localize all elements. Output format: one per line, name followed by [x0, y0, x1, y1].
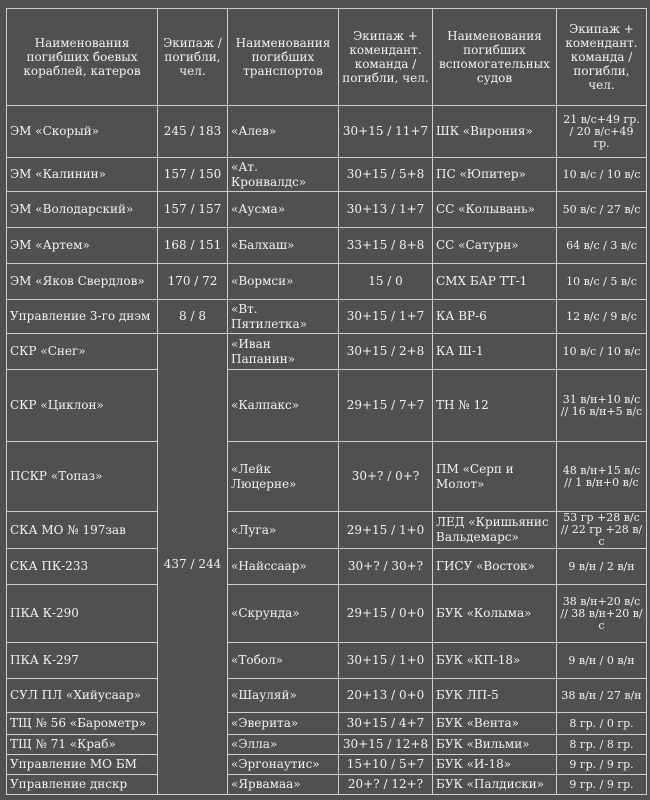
transport-name: «Алев»	[228, 106, 339, 158]
transport-crew: 30+15 / 11+7	[339, 106, 433, 158]
table-row	[7, 334, 647, 370]
transport-name: «Иван Папанин»	[228, 334, 339, 370]
transport-crew: 15+10 / 5+7	[339, 755, 433, 775]
header-transport-crew: Экипаж + комендант. команда / погибли, чел.	[339, 9, 433, 106]
warship-name: Управление МО БМ	[7, 755, 158, 775]
aux-crew: 9 гр. / 9 гр.	[557, 755, 647, 775]
warship-name: СКА ПК-233	[7, 549, 158, 585]
aux-vessel-name: БУК «Палдиски»	[433, 775, 557, 795]
transport-name: «Элла»	[228, 735, 339, 755]
aux-crew: 12 в/с / 9 в/с	[557, 300, 647, 334]
aux-crew: 9 в/н / 2 в/н	[557, 549, 647, 585]
transport-crew: 30+15 / 1+0	[339, 643, 433, 679]
transport-name: «Вт. Пятилетка»	[228, 300, 339, 334]
aux-vessel-name: СС «Колывань»	[433, 192, 557, 228]
transport-name: «Луга»	[228, 512, 339, 549]
transport-crew: 29+15 / 0+0	[339, 585, 433, 643]
warship-name: ПКА К-297	[7, 643, 158, 679]
aux-crew: 8 гр. / 0 гр.	[557, 713, 647, 735]
warship-name: СКР «Снег»	[7, 334, 158, 370]
transport-crew: 29+15 / 7+7	[339, 370, 433, 442]
aux-vessel-name: БУК «Вильми»	[433, 735, 557, 755]
transport-crew: 15 / 0	[339, 264, 433, 300]
aux-crew: 31 в/н+10 в/с // 16 в/н+5 в/с	[557, 370, 647, 442]
aux-vessel-name: ПС «Юпитер»	[433, 158, 557, 192]
table-row	[7, 643, 647, 679]
table-body	[7, 106, 647, 795]
transport-crew: 30+15 / 12+8	[339, 735, 433, 755]
aux-crew: 8 гр. / 8 гр.	[557, 735, 647, 755]
warship-crew: 157 / 157	[158, 192, 228, 228]
warship-name: СУЛ ПЛ «Хийусаар»	[7, 679, 158, 713]
warship-name: ЭМ «Скорый»	[7, 106, 158, 158]
table-row	[7, 679, 647, 713]
table-row	[7, 442, 647, 512]
warship-crew: 8 / 8	[158, 300, 228, 334]
aux-vessel-name: БУК «Колыма»	[433, 585, 557, 643]
table-row	[7, 755, 647, 775]
warship-name: СКР «Циклон»	[7, 370, 158, 442]
aux-vessel-name: ТН № 12	[433, 370, 557, 442]
table-row	[7, 713, 647, 735]
table-row	[7, 775, 647, 795]
table-row	[7, 264, 647, 300]
transport-name: «Балхаш»	[228, 228, 339, 264]
header-warships: Наименования погибших боевых кораблей, катеров	[7, 9, 158, 106]
header-aux-vessels: Наименования погибших вспомогательных судов	[433, 9, 557, 106]
warship-name: ЭМ «Артем»	[7, 228, 158, 264]
header-aux-crew: Экипаж + комендант. команда / погибли, чел.	[557, 9, 647, 106]
transport-name: «Эргонаутис»	[228, 755, 339, 775]
warship-crew: 168 / 151	[158, 228, 228, 264]
combined-crew: 437 / 244	[158, 334, 228, 795]
table-row	[7, 192, 647, 228]
transport-name: «Найссаар»	[228, 549, 339, 585]
warship-name: ПКА К-290	[7, 585, 158, 643]
losses-table	[6, 8, 647, 795]
aux-vessel-name: ГИСУ «Восток»	[433, 549, 557, 585]
transport-crew: 30+15 / 5+8	[339, 158, 433, 192]
aux-crew: 9 гр. / 9 гр.	[557, 775, 647, 795]
table-row	[7, 158, 647, 192]
aux-vessel-name: БУК «КП-18»	[433, 643, 557, 679]
transport-crew: 33+15 / 8+8	[339, 228, 433, 264]
warship-name: ЭМ «Володарский»	[7, 192, 158, 228]
aux-vessel-name: БУК «Вента»	[433, 713, 557, 735]
transport-crew: 30+? / 30+?	[339, 549, 433, 585]
warship-name: ЭМ «Яков Свердлов»	[7, 264, 158, 300]
table-row	[7, 106, 647, 158]
aux-crew: 48 в/н+15 в/с // 1 в/н+0 в/с	[557, 442, 647, 512]
table-row	[7, 585, 647, 643]
table-row	[7, 300, 647, 334]
aux-crew: 50 в/с / 27 в/с	[557, 192, 647, 228]
transport-crew: 30+15 / 2+8	[339, 334, 433, 370]
warship-name: СКА МО № 197зав	[7, 512, 158, 549]
aux-vessel-name: КА Ш-1	[433, 334, 557, 370]
warship-name: ТЩ № 71 «Краб»	[7, 735, 158, 755]
aux-vessel-name: ШК «Вирония»	[433, 106, 557, 158]
aux-vessel-name: БУК ЛП-5	[433, 679, 557, 713]
aux-vessel-name: ПМ «Серп и Молот»	[433, 442, 557, 512]
aux-vessel-name: СМХ БАР ТТ-1	[433, 264, 557, 300]
transport-name: «Лейк Люцерне»	[228, 442, 339, 512]
warship-name: ЭМ «Калинин»	[7, 158, 158, 192]
transport-name: «Калпакс»	[228, 370, 339, 442]
header-row	[7, 9, 647, 106]
aux-crew: 10 в/с / 5 в/с	[557, 264, 647, 300]
aux-vessel-name: СС «Сатурн»	[433, 228, 557, 264]
warship-name: ПСКР «Топаз»	[7, 442, 158, 512]
aux-crew: 10 в/с / 10 в/с	[557, 158, 647, 192]
transport-name: «Эверита»	[228, 713, 339, 735]
table-row	[7, 549, 647, 585]
transport-name: «Скрунда»	[228, 585, 339, 643]
transport-crew: 30+15 / 1+7	[339, 300, 433, 334]
transport-name: «Аусма»	[228, 192, 339, 228]
aux-crew: 64 в/с / 3 в/с	[557, 228, 647, 264]
aux-crew: 9 в/н / 0 в/н	[557, 643, 647, 679]
table-row	[7, 370, 647, 442]
transport-crew: 30+? / 0+?	[339, 442, 433, 512]
transport-crew: 20+? / 12+?	[339, 775, 433, 795]
aux-crew: 21 в/с+49 гр. / 20 в/с+49 гр.	[557, 106, 647, 158]
transport-name: «Ярвамаа»	[228, 775, 339, 795]
aux-vessel-name: ЛЕД «Кришьянис Вальдемарс»	[433, 512, 557, 549]
transport-crew: 30+13 / 1+7	[339, 192, 433, 228]
warship-crew: 157 / 150	[158, 158, 228, 192]
header-transports: Наименования погибших транспортов	[228, 9, 339, 106]
aux-crew: 38 в/н+20 в/с // 38 в/н+20 в/с	[557, 585, 647, 643]
aux-crew: 53 гр +28 в/с // 22 гр +28 в/с	[557, 512, 647, 549]
warship-name: Управление днскр	[7, 775, 158, 795]
transport-crew: 29+15 / 1+0	[339, 512, 433, 549]
transport-name: «Шауляй»	[228, 679, 339, 713]
transport-crew: 20+13 / 0+0	[339, 679, 433, 713]
transport-name: «Тобол»	[228, 643, 339, 679]
aux-crew: 10 в/с / 10 в/с	[557, 334, 647, 370]
aux-vessel-name: КА ВР-6	[433, 300, 557, 334]
table-row	[7, 228, 647, 264]
transport-crew: 30+15 / 4+7	[339, 713, 433, 735]
table-row	[7, 512, 647, 549]
warship-name: Управление 3-го днэм	[7, 300, 158, 334]
header-warship-crew: Экипаж / погибли, чел.	[158, 9, 228, 106]
aux-crew: 38 в/н / 27 в/н	[557, 679, 647, 713]
warship-name: ТЩ № 56 «Барометр»	[7, 713, 158, 735]
aux-vessel-name: БУК «И-18»	[433, 755, 557, 775]
transport-name: «Вормси»	[228, 264, 339, 300]
warship-crew: 170 / 72	[158, 264, 228, 300]
warship-crew: 245 / 183	[158, 106, 228, 158]
transport-name: «Ат. Кронвалдс»	[228, 158, 339, 192]
table-row	[7, 735, 647, 755]
